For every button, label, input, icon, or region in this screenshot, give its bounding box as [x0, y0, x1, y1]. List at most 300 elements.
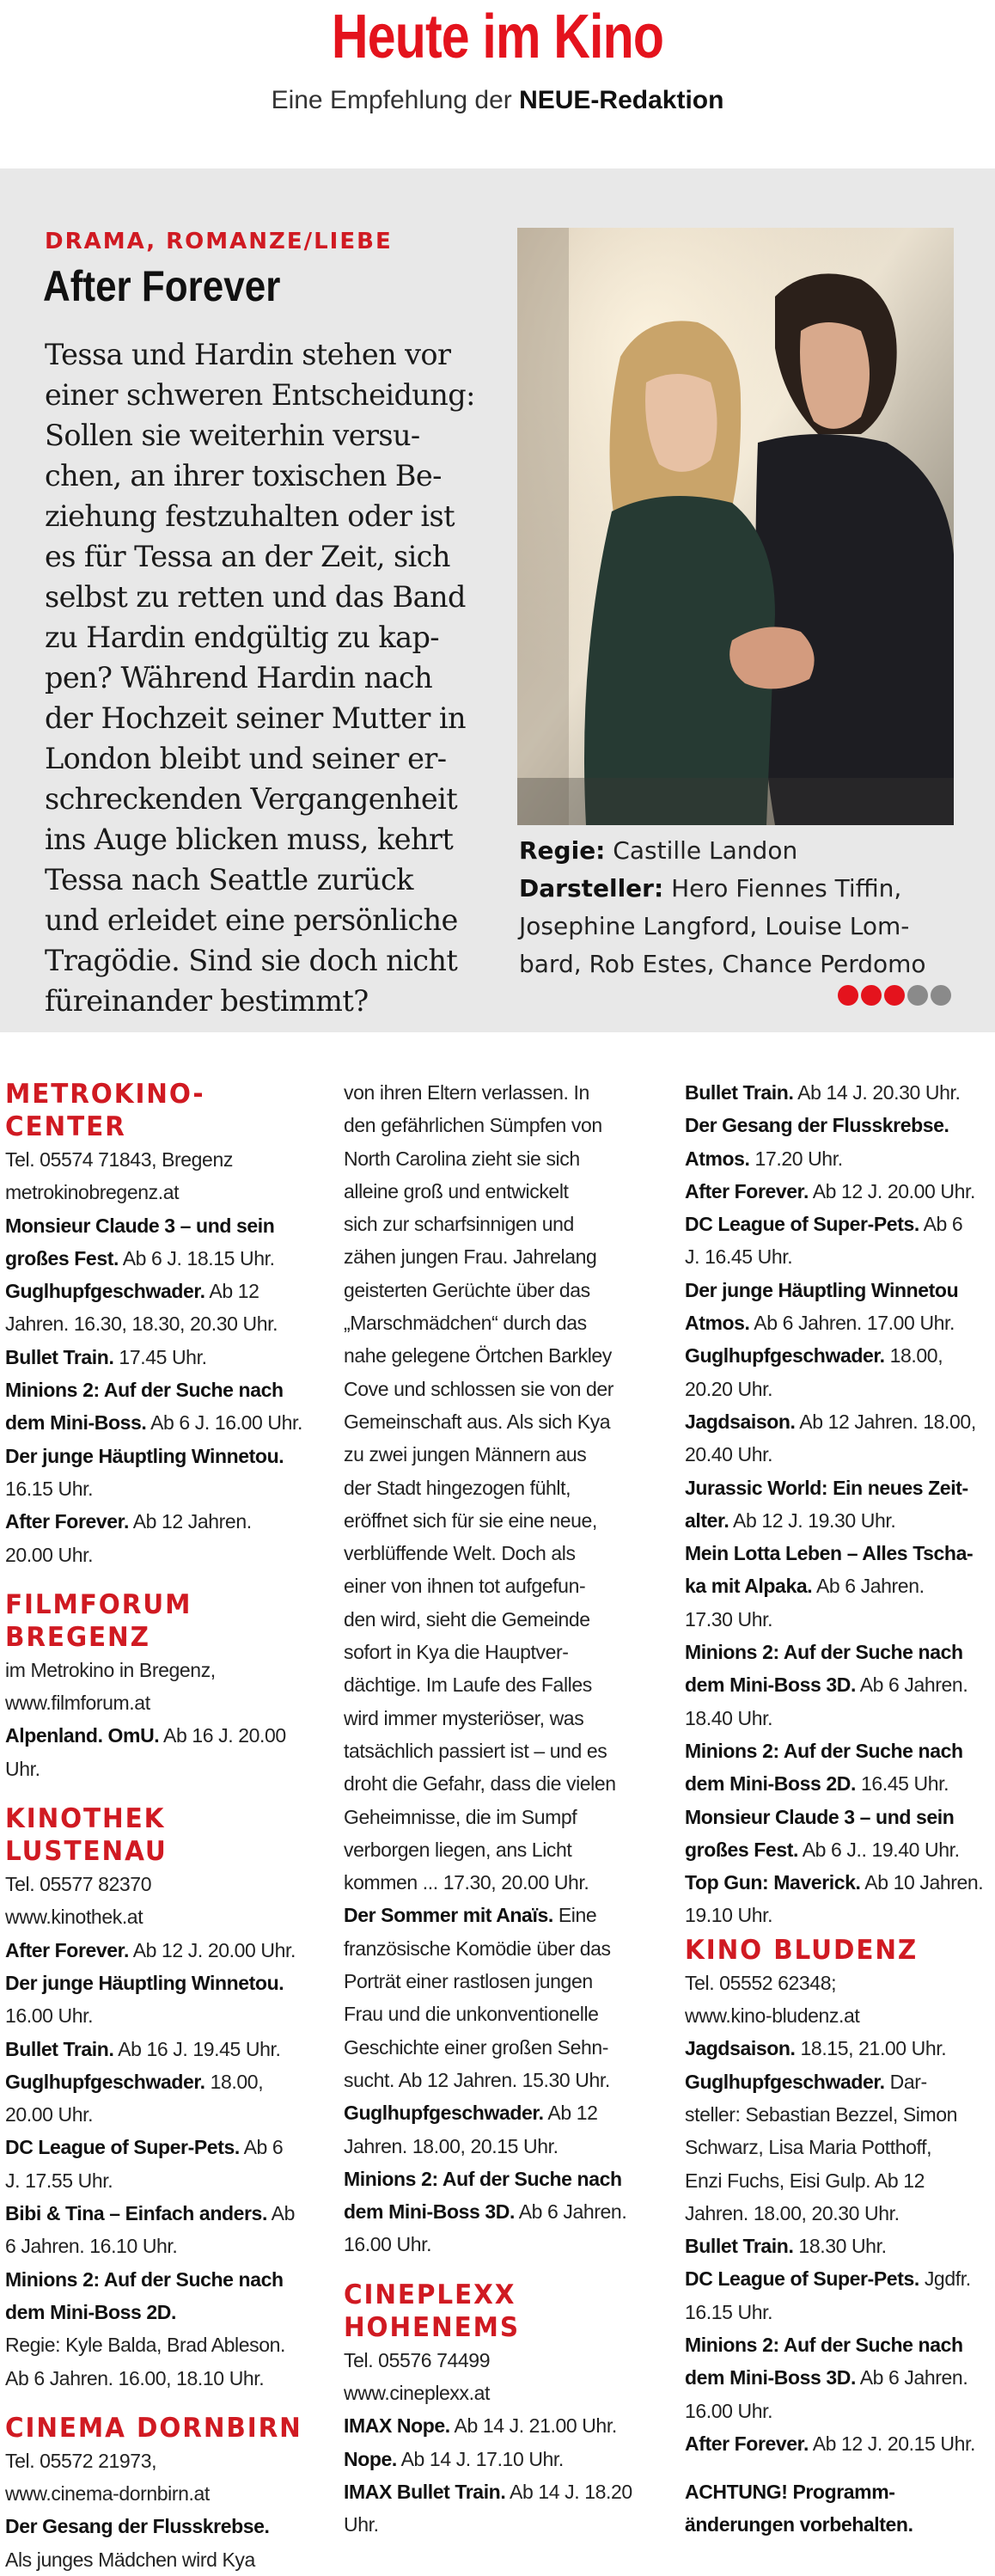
listing-text: Tel. 05577 82370: [5, 1873, 152, 1896]
listing-line: [344, 2031, 660, 2064]
listing-line: [5, 1505, 325, 1538]
movie-name: Der Sommer mit Anaïs.: [344, 1904, 553, 1927]
listing-line: [5, 1719, 325, 1785]
listing-line: [344, 1339, 660, 1372]
listing-text: Ab 6 Jahren.: [855, 2366, 968, 2389]
listing-text: Ab 14 J. 18.20: [505, 2480, 632, 2503]
listing-line: [344, 1569, 660, 1602]
rating-dot-filled: [838, 985, 858, 1006]
listing-text: www.cinema-dornbirn.at: [5, 2482, 210, 2506]
listing-line: [685, 1208, 994, 1240]
movie-name: Der Gesang der Flusskrebse.: [685, 1114, 949, 1137]
listing-line: [685, 1373, 994, 1405]
listing-text: Jahren. 16.30, 18.30, 20.30 Uhr.: [5, 1312, 278, 1336]
synopsis-line: Sollen sie weiterhin versu-: [45, 419, 420, 452]
synopsis-line: zu Hardin endgültig zu kap-: [45, 621, 440, 654]
listing-line: [344, 1504, 660, 1537]
movie-name: alter.: [685, 1508, 729, 1532]
listing-text: Jahren. 18.00, 20.15 Uhr.: [344, 2134, 559, 2157]
listing-text: dächtige. Im Laufe des Falles: [344, 1673, 592, 1697]
listing-line: [5, 2098, 325, 2131]
listing-text: Dar-: [884, 2070, 927, 2093]
listing-line: [344, 2409, 660, 2442]
listing-line: [344, 1208, 660, 1240]
listing-line: [344, 1175, 660, 1208]
movie-name: DC League of Super-Pets.: [5, 2136, 240, 2159]
rating-dot-filled: [884, 985, 905, 1006]
listing-line: [344, 1932, 660, 1965]
director-label: Regie:: [519, 836, 606, 865]
synopsis-line: ins Auge blicken muss, kehrt: [45, 823, 454, 856]
synopsis-line: Tessa und Hardin stehen vor: [45, 338, 451, 371]
listing-line: [5, 2444, 325, 2477]
synopsis-line: pen? Während Hardin nach: [45, 661, 433, 694]
listing-line: [344, 1866, 660, 1899]
listing-line: [685, 1866, 994, 1899]
listing-line: [685, 2328, 994, 2361]
listing-text: 18.00,: [204, 2070, 264, 2093]
listing-text: Ab 12 Jahren.: [128, 1510, 252, 1533]
listing-line: [344, 1405, 660, 1438]
listing-line: [685, 1240, 994, 1273]
listing-line: [344, 1472, 660, 1504]
listing-line: [685, 2508, 994, 2541]
listing-line: [5, 1999, 325, 2032]
listing-text: www.kino-bludenz.at: [685, 2004, 860, 2028]
listing-text: 17.45 Uhr.: [113, 1345, 207, 1368]
movie-name: DC League of Super-Pets.: [685, 1213, 919, 1236]
listing-line: [685, 1405, 994, 1438]
listing-line: [685, 1967, 994, 1999]
listing-text: Geschichte einer großen Sehn-: [344, 2035, 609, 2059]
listing-line: [344, 2475, 660, 2508]
listing-text: 18.40 Uhr.: [685, 1706, 773, 1729]
listing-line: [685, 1999, 994, 2032]
listing-text: sich zur scharfsinnigen und: [344, 1213, 574, 1236]
synopsis-line: es für Tessa an der Zeit, sich: [45, 540, 450, 573]
listing-text: zähen jungen Frau. Jahrelang: [344, 1245, 597, 1269]
subtitle-brand: NEUE-Redaktion: [519, 86, 724, 114]
listing-line: [685, 2296, 994, 2328]
cinema-heading: CINEMA DORNBIRN: [5, 2412, 302, 2444]
director-name: Castille Landon: [613, 836, 798, 865]
listing-line: [685, 1076, 994, 1109]
listing-text: nahe gelegene Örtchen Barkley: [344, 1344, 612, 1368]
listing-text: geisterten Gerüchte über das: [344, 1278, 590, 1301]
movie-name: Bibi & Tina – Einfach anders.: [5, 2202, 267, 2225]
listing-line: [344, 2096, 660, 2129]
listing-text: sucht. Ab 12 Jahren. 15.30 Uhr.: [344, 2068, 610, 2091]
listing-line: [685, 2262, 994, 2295]
listing-text: Ab 12 Jahren. 18.00,: [795, 1410, 976, 1433]
listing-line: [344, 1767, 660, 1800]
movie-name: After Forever.: [685, 2432, 809, 2455]
listing-text: Ab 6 J. 16.00 Uhr.: [146, 1411, 303, 1435]
listings-column-3: [685, 1076, 994, 2542]
listing-line: [5, 1374, 325, 1406]
listing-text: Ab 12 J. 19.30 Uhr.: [729, 1508, 896, 1532]
listings-column-1: [5, 1076, 325, 2576]
listing-text: alleine groß und entwickelt: [344, 1179, 569, 1202]
rating-dot-filled: [861, 985, 882, 1006]
listing-line: [685, 2230, 994, 2262]
listing-line: [685, 2131, 994, 2163]
listing-text: Ab 6 J.. 19.40 Uhr.: [797, 1838, 960, 1861]
movie-name: Der Gesang der Flusskrebse.: [5, 2515, 270, 2538]
listing-line: [5, 1868, 325, 1900]
listing-line: [344, 2163, 660, 2195]
listing-line: [5, 2263, 325, 2296]
listing-line: [5, 1406, 325, 1439]
listing-text: sofort in Kya die Hauptver-: [344, 1641, 569, 1664]
movie-name: dem Mini-Boss 3D.: [685, 1673, 856, 1697]
listing-line: [344, 2443, 660, 2475]
listing-text: 19.10 Uhr.: [685, 1904, 773, 1927]
listing-line: [685, 1668, 994, 1701]
listing-text: Ab: [266, 2202, 296, 2225]
listing-text: wird immer mysteriöser, was: [344, 1706, 584, 1729]
listing-line: [685, 2427, 994, 2460]
listing-text: den gefährlichen Sümpfen von: [344, 1114, 602, 1137]
listing-text: Tel. 05576 74499: [344, 2348, 491, 2371]
listing-text: Porträt einer rastlosen jungen: [344, 1970, 593, 1993]
listing-line: [5, 1275, 325, 1307]
listing-line: [5, 1900, 325, 1933]
movie-name: Guglhupfgeschwader.: [344, 2102, 544, 2125]
listing-line: [5, 1307, 325, 1340]
listing-text: den wird, sieht die Gemeinde: [344, 1607, 590, 1631]
listing-line: [344, 1899, 660, 1931]
movie-name: Der junge Häuptling Winnetou.: [5, 1444, 284, 1467]
cast-line-2: Josephine Langford, Louise Lom-: [519, 912, 910, 940]
listing-line: [5, 1967, 325, 1999]
movie-name: dem Mini-Boss 3D.: [685, 2366, 856, 2389]
listing-text: 18.00,: [884, 1344, 943, 1368]
cast-label: Darsteller:: [519, 874, 664, 903]
listing-text: J. 17.55 Uhr.: [5, 2169, 113, 2192]
listing-text: Ab 10 Jahren.: [860, 1871, 984, 1894]
listing-text: Geheimnisse, die im Sumpf: [344, 1805, 577, 1828]
listing-text: 18.15, 21.00 Uhr.: [795, 2037, 947, 2060]
listing-line: [344, 2377, 660, 2409]
listing-line: [5, 1539, 325, 1571]
movie-genre: DRAMA, ROMANZE/LIEBE: [45, 229, 393, 254]
listing-text: Regie: Kyle Balda, Brad Ableson.: [5, 2334, 286, 2357]
movie-name: Der junge Häuptling Winnetou: [685, 1278, 959, 1301]
listing-text: französische Komödie über das: [344, 1937, 611, 1960]
listing-text: Ab 14 J. 17.10 Uhr.: [396, 2447, 564, 2470]
listing-text: Ab 6 J. 18.15 Uhr.: [118, 1246, 275, 1270]
listing-line: [685, 1899, 994, 1931]
listing-line: [344, 1801, 660, 1833]
listings-column-2: [344, 1076, 660, 2541]
listing-line: [685, 1109, 994, 1141]
listing-text: Schwarz, Lisa Maria Potthoff,: [685, 2136, 932, 2159]
listing-text: der Stadt hingezogen fühlt,: [344, 1476, 571, 1499]
movie-name: Jurassic World: Ein neues Zeit-: [685, 1476, 968, 1499]
listing-text: Tel. 05572 21973,: [5, 2449, 157, 2472]
listing-text: Jgdfr.: [919, 2267, 971, 2291]
movie-name: After Forever.: [5, 1510, 129, 1533]
listing-text: steller: Sebastian Bezzel, Simon: [685, 2102, 958, 2126]
subtitle-prefix: Eine Empfehlung der: [271, 86, 520, 114]
synopsis-line: und erleidet eine persönliche: [45, 903, 458, 937]
listing-line: [344, 1142, 660, 1175]
listing-text: www.cineplexx.at: [344, 2381, 491, 2404]
spacer: [5, 1785, 325, 1801]
listing-text: Ab 12: [204, 1280, 259, 1303]
listing-text: eröffnet sich für sie eine neue,: [344, 1508, 597, 1532]
cinema-heading: KINOTHEK: [5, 1803, 166, 1835]
listing-text: Tel. 05574 71843, Bregenz: [5, 1148, 233, 1171]
listing-line: [685, 1801, 994, 1833]
movie-name: Atmos.: [685, 1147, 750, 1170]
listing-line: [344, 1274, 660, 1306]
listing-line: [685, 1569, 994, 1602]
listing-line: [685, 1472, 994, 1504]
spacer: [685, 2460, 994, 2475]
listing-line: [5, 2543, 325, 2576]
movie-name: Bullet Train.: [685, 2235, 794, 2258]
listing-text: Cove und schlossen sie von der: [344, 1377, 614, 1400]
listing-text: Ab 14 J. 21.00 Uhr.: [449, 2414, 617, 2438]
listing-text: Frau und die unkonventionelle: [344, 2003, 599, 2026]
listing-line: [344, 1702, 660, 1735]
listing-line: [685, 2098, 994, 2131]
listing-line: [685, 1306, 994, 1339]
listing-line: [685, 2361, 994, 2394]
listing-line: [344, 1735, 660, 1767]
movie-name: dem Mini-Boss 2D.: [685, 1772, 856, 1796]
cinema-heading: CINEPLEXX: [344, 2279, 516, 2310]
listing-line: [5, 2230, 325, 2262]
listing-line: [344, 1668, 660, 1701]
listing-line: [344, 1109, 660, 1141]
cast-names: Hero Fiennes Tiffin,: [671, 874, 902, 903]
cast-line: [519, 870, 966, 908]
movie-name: Der junge Häuptling Winnetou.: [5, 1971, 284, 1994]
featured-movie: [0, 168, 995, 1032]
page-subtitle: [0, 86, 995, 115]
listing-line: [5, 1686, 325, 1719]
listing-text: Ab 6 Jahren. 16.00, 18.10 Uhr.: [5, 2366, 265, 2389]
rating-dots: [838, 985, 954, 1011]
listing-text: North Carolina zieht sie sich: [344, 1147, 580, 1170]
listing-text: 20.20 Uhr.: [685, 1377, 773, 1400]
listing-line: [685, 2065, 994, 2098]
movie-name: Minions 2: Auf der Suche nach: [5, 2267, 284, 2291]
listing-line: [344, 1998, 660, 2030]
listing-text: kommen ... 17.30, 20.00 Uhr.: [344, 1871, 589, 1894]
movie-name: dem Mini-Boss.: [5, 1411, 147, 1435]
movie-name: Minions 2: Auf der Suche nach: [685, 2333, 963, 2356]
cinema-heading: FILMFORUM: [5, 1588, 192, 1620]
listing-line: [5, 2296, 325, 2328]
listing-line: [685, 1833, 994, 1866]
listing-line: [685, 1339, 994, 1372]
rating-dot-empty: [931, 985, 951, 1006]
listing-text: Ab 12 J. 20.00 Uhr.: [808, 1179, 975, 1202]
cinema-heading: LUSTENAU: [5, 1836, 168, 1868]
movie-name: Guglhupfgeschwader.: [5, 2070, 205, 2093]
listing-text: 16.15 Uhr.: [685, 2300, 773, 2323]
movie-name: Bullet Train.: [5, 1345, 114, 1368]
listing-text: Ab 6 Jahren.: [514, 2200, 627, 2224]
listing-line: [685, 2197, 994, 2230]
listing-line: [685, 1603, 994, 1636]
listing-text: 20.40 Uhr.: [685, 1443, 773, 1466]
listing-text: Uhr.: [344, 2513, 379, 2536]
listing-line: [344, 1438, 660, 1471]
listing-line: [685, 1438, 994, 1471]
listing-line: [685, 1175, 994, 1208]
listing-line: [685, 2475, 994, 2508]
synopsis-line: füreinander bestimmt?: [45, 984, 369, 1018]
listing-text: Als junges Mädchen wird Kya: [5, 2548, 255, 2571]
movie-name: DC League of Super-Pets.: [685, 2267, 919, 2291]
movie-name: Minions 2: Auf der Suche nach: [685, 1641, 963, 1664]
listing-text: www.filmforum.at: [5, 1692, 150, 1715]
movie-name: Guglhupfgeschwader.: [685, 1344, 885, 1368]
listing-text: Ab 12 J. 20.00 Uhr.: [128, 1938, 296, 1961]
listing-line: [685, 1537, 994, 1569]
listing-text: Tel. 05552 62348;: [685, 1971, 837, 1994]
movie-name: Monsieur Claude 3 – und sein: [5, 1214, 275, 1237]
movie-name: Monsieur Claude 3 – und sein: [685, 1805, 955, 1828]
listing-text: im Metrokino in Bregenz,: [5, 1658, 216, 1681]
listing-line: [344, 1636, 660, 1668]
movie-name: dem Mini-Boss 3D.: [344, 2200, 515, 2224]
movie-name: Mein Lotta Leben – Alles Tscha-: [685, 1542, 974, 1565]
movie-name: Minions 2: Auf der Suche nach: [685, 1739, 963, 1762]
spacer: [344, 2261, 660, 2277]
cinema-heading: METROKINO-: [5, 1079, 205, 1110]
movie-name: Bullet Train.: [685, 1081, 794, 1104]
movie-name: Nope.: [344, 2447, 397, 2470]
listing-line: [344, 1373, 660, 1405]
listing-line: [344, 2344, 660, 2377]
listing-line: [344, 1965, 660, 1998]
movie-name: ACHTUNG! Programm-: [685, 2481, 895, 2504]
listing-line: [5, 1472, 325, 1505]
listing-text: 16.45 Uhr.: [855, 1772, 949, 1796]
synopsis-line: London bleibt und seiner er-: [45, 742, 447, 775]
listing-text: Ab 14 J. 20.30 Uhr.: [793, 1081, 961, 1104]
listing-text: Eine: [552, 1904, 597, 1927]
movie-name: Atmos.: [685, 1312, 750, 1335]
listing-line: [5, 1440, 325, 1472]
listing-line: [5, 1176, 325, 1208]
synopsis-line: Tessa nach Seattle zurück: [45, 863, 413, 896]
synopsis-line: ziehung festzuhalten oder ist: [45, 499, 455, 533]
listing-text: Ab 6: [919, 1213, 963, 1236]
listing-text: 16.00 Uhr.: [344, 2233, 432, 2256]
movie-title: After Forever: [43, 262, 281, 310]
listing-line: [344, 2130, 660, 2163]
listing-line: [685, 1735, 994, 1767]
listing-line: [344, 2508, 660, 2541]
synopsis-line: selbst zu retten und das Band: [45, 580, 466, 614]
cinema-heading: HOHENEMS: [344, 2311, 520, 2343]
listing-line: [5, 1242, 325, 1275]
listing-line: [5, 2131, 325, 2163]
synopsis-line: Tragödie. Sind sie doch nicht: [45, 944, 458, 977]
listing-text: Jahren. 18.00, 20.30 Uhr.: [685, 2201, 900, 2224]
spacer: [5, 1571, 325, 1587]
movie-still-photo: [517, 228, 954, 825]
listing-text: 16.15 Uhr.: [5, 1477, 94, 1500]
listing-text: 18.30 Uhr.: [793, 2235, 887, 2258]
listing-text: „Marschmädchen“ durch das: [344, 1312, 587, 1335]
listing-line: [685, 2395, 994, 2427]
listing-line: [344, 1076, 660, 1109]
listing-line: [685, 1767, 994, 1800]
movie-name: Jagdsaison.: [685, 2037, 796, 2060]
listing-text: 6 Jahren. 16.10 Uhr.: [5, 2235, 178, 2258]
listing-text: 17.20 Uhr.: [749, 1147, 843, 1170]
movie-name: Alpenland. OmU.: [5, 1724, 160, 1747]
listing-text: Ab 16 J. 19.45 Uhr.: [113, 2037, 281, 2060]
movie-name: Minions 2: Auf der Suche nach: [344, 2167, 622, 2190]
listing-line: [685, 2164, 994, 2197]
listing-text: droht die Gefahr, dass die vielen: [344, 1772, 616, 1796]
movie-name: Minions 2: Auf der Suche nach: [5, 1379, 284, 1402]
listing-text: Gemeinschaft aus. Als sich Kya: [344, 1410, 611, 1433]
listing-line: [5, 1341, 325, 1374]
listing-text: Ab 6 Jahren. 17.00 Uhr.: [749, 1312, 955, 1335]
listing-text: Ab 12 J. 20.15 Uhr.: [808, 2432, 975, 2455]
synopsis-line: der Hochzeit seiner Mutter in: [45, 701, 466, 735]
movie-name: dem Mini-Boss 2D.: [5, 2300, 176, 2323]
movie-name: Guglhupfgeschwader.: [5, 1280, 205, 1303]
listing-line: [344, 1603, 660, 1636]
synopsis-line: chen, an ihrer toxischen Be-: [45, 459, 442, 493]
listing-text: 16.00 Uhr.: [5, 2004, 94, 2028]
listing-line: [5, 1654, 325, 1686]
cinema-heading: CENTER: [5, 1111, 126, 1142]
listing-text: verborgen liegen, ans Licht: [344, 1838, 572, 1861]
movie-name: IMAX Bullet Train.: [344, 2480, 506, 2503]
cinema-heading: KINO BLUDENZ: [685, 1934, 919, 1966]
movie-name: Guglhupfgeschwader.: [685, 2070, 885, 2093]
listing-text: Ab 12: [543, 2102, 598, 2125]
listing-line: [344, 2195, 660, 2228]
movie-name: änderungen vorbehalten.: [685, 2513, 913, 2536]
listing-line: [344, 1537, 660, 1569]
movie-credits: [519, 832, 966, 983]
listing-line: [685, 1504, 994, 1537]
movie-synopsis: [45, 334, 526, 1021]
listing-line: [5, 2164, 325, 2197]
movie-name: großes Fest.: [5, 1246, 119, 1270]
listing-line: [5, 2510, 325, 2542]
listing-line: [5, 2033, 325, 2065]
listing-line: [5, 1934, 325, 1967]
listing-text: Ab 6 Jahren.: [812, 1575, 925, 1598]
listing-line: [5, 2197, 325, 2230]
listing-line: [685, 1702, 994, 1735]
listing-line: [344, 1240, 660, 1273]
listing-line: [5, 2328, 325, 2361]
listing-line: [685, 1636, 994, 1668]
synopsis-line: schreckenden Vergangenheit: [45, 782, 458, 816]
movie-name: großes Fest.: [685, 1838, 798, 1861]
listing-text: 20.00 Uhr.: [5, 2103, 94, 2126]
movie-name: Top Gun: Maverick.: [685, 1871, 861, 1894]
listing-line: [5, 1143, 325, 1176]
movie-name: After Forever.: [5, 1938, 129, 1961]
listing-text: J. 16.45 Uhr.: [685, 1245, 793, 1269]
